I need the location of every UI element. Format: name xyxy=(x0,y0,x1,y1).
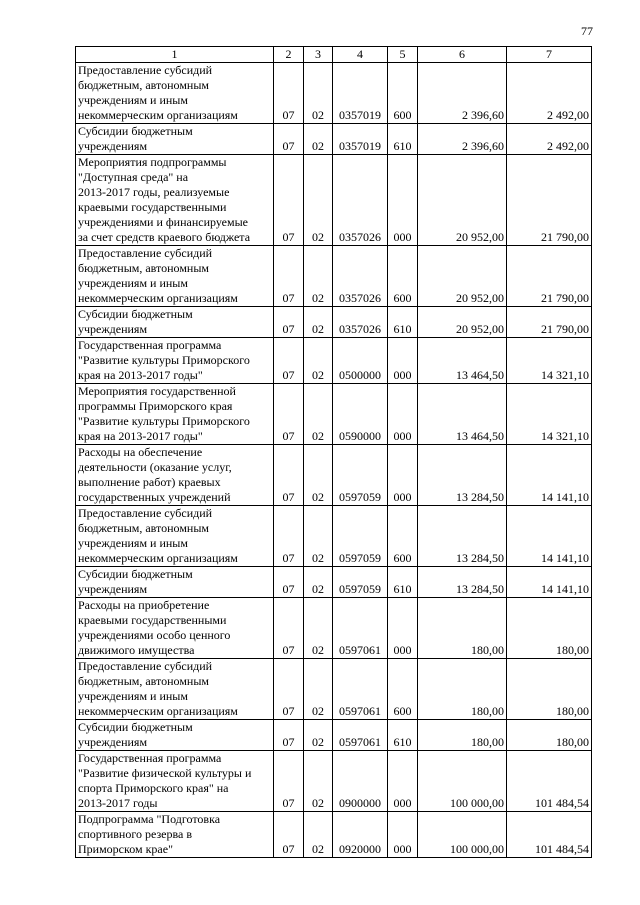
amount-col6-cell: 2 396,60 xyxy=(418,124,507,155)
amount-col6-cell: 13 284,50 xyxy=(418,567,507,598)
amount-col7-cell: 2 492,00 xyxy=(507,63,592,124)
subsection-code-cell: 02 xyxy=(304,720,333,751)
amount-col6-cell: 13 284,50 xyxy=(418,506,507,567)
budget-table xyxy=(75,46,592,858)
column-header: 6 xyxy=(418,47,507,63)
amount-col6-cell: 13 284,50 xyxy=(418,445,507,506)
subsection-code-cell: 02 xyxy=(304,506,333,567)
row-name-cell: Подпрограмма "Подготовка спортивного резерва в Приморском крае" xyxy=(76,812,274,858)
row-name-cell: Субсидии бюджетным учреждениям xyxy=(76,567,274,598)
subsection-code-cell: 02 xyxy=(304,812,333,858)
section-code-cell: 07 xyxy=(274,506,304,567)
column-header: 5 xyxy=(388,47,418,63)
target-item-code-cell: 0357019 xyxy=(333,63,388,124)
amount-col7-cell: 14 321,10 xyxy=(507,338,592,384)
target-item-code-cell: 0357026 xyxy=(333,155,388,246)
table-body xyxy=(76,63,592,858)
target-item-code-cell: 0357019 xyxy=(333,124,388,155)
amount-col6-cell: 20 952,00 xyxy=(418,155,507,246)
amount-col7-cell: 14 321,10 xyxy=(507,384,592,445)
amount-col7-cell: 21 790,00 xyxy=(507,155,592,246)
subsection-code-cell: 02 xyxy=(304,338,333,384)
amount-col7-cell: 14 141,10 xyxy=(507,506,592,567)
subsection-code-cell: 02 xyxy=(304,124,333,155)
column-header: 3 xyxy=(304,47,333,63)
table-header-row xyxy=(76,47,592,63)
subsection-code-cell: 02 xyxy=(304,751,333,812)
amount-col7-cell: 21 790,00 xyxy=(507,246,592,307)
row-name-cell: Расходы на обеспечение деятельности (оказание услуг, выполнение работ) краевых государственных учреждений xyxy=(76,445,274,506)
table-row xyxy=(76,63,592,124)
row-name-cell: Государственная программа "Развитие культуры Приморского края на 2013-2017 годы" xyxy=(76,338,274,384)
expense-type-code-cell: 000 xyxy=(388,155,418,246)
target-item-code-cell: 0500000 xyxy=(333,338,388,384)
amount-col7-cell: 101 484,54 xyxy=(507,751,592,812)
target-item-code-cell: 0597061 xyxy=(333,720,388,751)
section-code-cell: 07 xyxy=(274,812,304,858)
row-name-cell: Мероприятия подпрограммы "Доступная среда" на 2013-2017 годы, реализуемые краевыми государственными учреждениями и финансируемые за счет средств краевого бюджета xyxy=(76,155,274,246)
subsection-code-cell: 02 xyxy=(304,598,333,659)
table-row xyxy=(76,445,592,506)
amount-col6-cell: 100 000,00 xyxy=(418,751,507,812)
row-name-cell: Предоставление субсидий бюджетным, автономным учреждениям и иным некоммерческим организациям xyxy=(76,659,274,720)
expense-type-code-cell: 000 xyxy=(388,338,418,384)
table-row xyxy=(76,751,592,812)
amount-col7-cell: 101 484,54 xyxy=(507,812,592,858)
section-code-cell: 07 xyxy=(274,338,304,384)
expense-type-code-cell: 610 xyxy=(388,124,418,155)
expense-type-code-cell: 000 xyxy=(388,812,418,858)
table-row xyxy=(76,598,592,659)
table-row xyxy=(76,155,592,246)
row-name-cell: Государственная программа "Развитие физической культуры и спорта Приморского края" на 2013-2017 годы xyxy=(76,751,274,812)
target-item-code-cell: 0900000 xyxy=(333,751,388,812)
subsection-code-cell: 02 xyxy=(304,384,333,445)
target-item-code-cell: 0597061 xyxy=(333,598,388,659)
amount-col7-cell: 21 790,00 xyxy=(507,307,592,338)
expense-type-code-cell: 610 xyxy=(388,720,418,751)
table-row xyxy=(76,307,592,338)
target-item-code-cell: 0597059 xyxy=(333,445,388,506)
subsection-code-cell: 02 xyxy=(304,63,333,124)
table-row xyxy=(76,338,592,384)
row-name-cell: Мероприятия государственной программы Приморского края "Развитие культуры Приморского края на 2013-2017 годы" xyxy=(76,384,274,445)
section-code-cell: 07 xyxy=(274,246,304,307)
row-name-cell: Расходы на приобретение краевыми государственными учреждениями особо ценного движимого имущества xyxy=(76,598,274,659)
table-row xyxy=(76,812,592,858)
row-name-cell: Предоставление субсидий бюджетным, автономным учреждениям и иным некоммерческим организациям xyxy=(76,246,274,307)
subsection-code-cell: 02 xyxy=(304,567,333,598)
section-code-cell: 07 xyxy=(274,384,304,445)
page-number: 77 xyxy=(581,24,593,38)
amount-col6-cell: 20 952,00 xyxy=(418,307,507,338)
table-row xyxy=(76,124,592,155)
expense-type-code-cell: 600 xyxy=(388,246,418,307)
expense-type-code-cell: 000 xyxy=(388,384,418,445)
section-code-cell: 07 xyxy=(274,598,304,659)
row-name-cell: Предоставление субсидий бюджетным, автономным учреждениям и иным некоммерческим организациям xyxy=(76,506,274,567)
amount-col7-cell: 180,00 xyxy=(507,720,592,751)
amount-col6-cell: 180,00 xyxy=(418,659,507,720)
amount-col7-cell: 14 141,10 xyxy=(507,445,592,506)
amount-col6-cell: 180,00 xyxy=(418,598,507,659)
subsection-code-cell: 02 xyxy=(304,155,333,246)
amount-col6-cell: 2 396,60 xyxy=(418,63,507,124)
amount-col6-cell: 100 000,00 xyxy=(418,812,507,858)
amount-col6-cell: 13 464,50 xyxy=(418,338,507,384)
expense-type-code-cell: 610 xyxy=(388,307,418,338)
section-code-cell: 07 xyxy=(274,307,304,338)
amount-col6-cell: 20 952,00 xyxy=(418,246,507,307)
subsection-code-cell: 02 xyxy=(304,445,333,506)
row-name-cell: Субсидии бюджетным учреждениям xyxy=(76,307,274,338)
section-code-cell: 07 xyxy=(274,445,304,506)
section-code-cell: 07 xyxy=(274,124,304,155)
subsection-code-cell: 02 xyxy=(304,307,333,338)
subsection-code-cell: 02 xyxy=(304,659,333,720)
target-item-code-cell: 0590000 xyxy=(333,384,388,445)
target-item-code-cell: 0597059 xyxy=(333,567,388,598)
section-code-cell: 07 xyxy=(274,63,304,124)
expense-type-code-cell: 600 xyxy=(388,63,418,124)
section-code-cell: 07 xyxy=(274,720,304,751)
table-row xyxy=(76,384,592,445)
section-code-cell: 07 xyxy=(274,751,304,812)
amount-col6-cell: 180,00 xyxy=(418,720,507,751)
row-name-cell: Предоставление субсидий бюджетным, автономным учреждениям и иным некоммерческим организациям xyxy=(76,63,274,124)
amount-col7-cell: 180,00 xyxy=(507,659,592,720)
table-row xyxy=(76,567,592,598)
table-row xyxy=(76,720,592,751)
expense-type-code-cell: 610 xyxy=(388,567,418,598)
subsection-code-cell: 02 xyxy=(304,246,333,307)
column-header: 1 xyxy=(76,47,274,63)
section-code-cell: 07 xyxy=(274,659,304,720)
target-item-code-cell: 0357026 xyxy=(333,246,388,307)
expense-type-code-cell: 000 xyxy=(388,445,418,506)
target-item-code-cell: 0357026 xyxy=(333,307,388,338)
row-name-cell: Субсидии бюджетным учреждениям xyxy=(76,124,274,155)
column-header: 4 xyxy=(333,47,388,63)
column-header: 7 xyxy=(507,47,592,63)
target-item-code-cell: 0597059 xyxy=(333,506,388,567)
target-item-code-cell: 0920000 xyxy=(333,812,388,858)
expense-type-code-cell: 000 xyxy=(388,598,418,659)
expense-type-code-cell: 000 xyxy=(388,751,418,812)
section-code-cell: 07 xyxy=(274,567,304,598)
amount-col7-cell: 180,00 xyxy=(507,598,592,659)
amount-col7-cell: 2 492,00 xyxy=(507,124,592,155)
amount-col7-cell: 14 141,10 xyxy=(507,567,592,598)
amount-col6-cell: 13 464,50 xyxy=(418,384,507,445)
table-row xyxy=(76,659,592,720)
section-code-cell: 07 xyxy=(274,155,304,246)
expense-type-code-cell: 600 xyxy=(388,659,418,720)
expense-type-code-cell: 600 xyxy=(388,506,418,567)
table-row xyxy=(76,506,592,567)
target-item-code-cell: 0597061 xyxy=(333,659,388,720)
row-name-cell: Субсидии бюджетным учреждениям xyxy=(76,720,274,751)
column-header: 2 xyxy=(274,47,304,63)
table-row xyxy=(76,246,592,307)
